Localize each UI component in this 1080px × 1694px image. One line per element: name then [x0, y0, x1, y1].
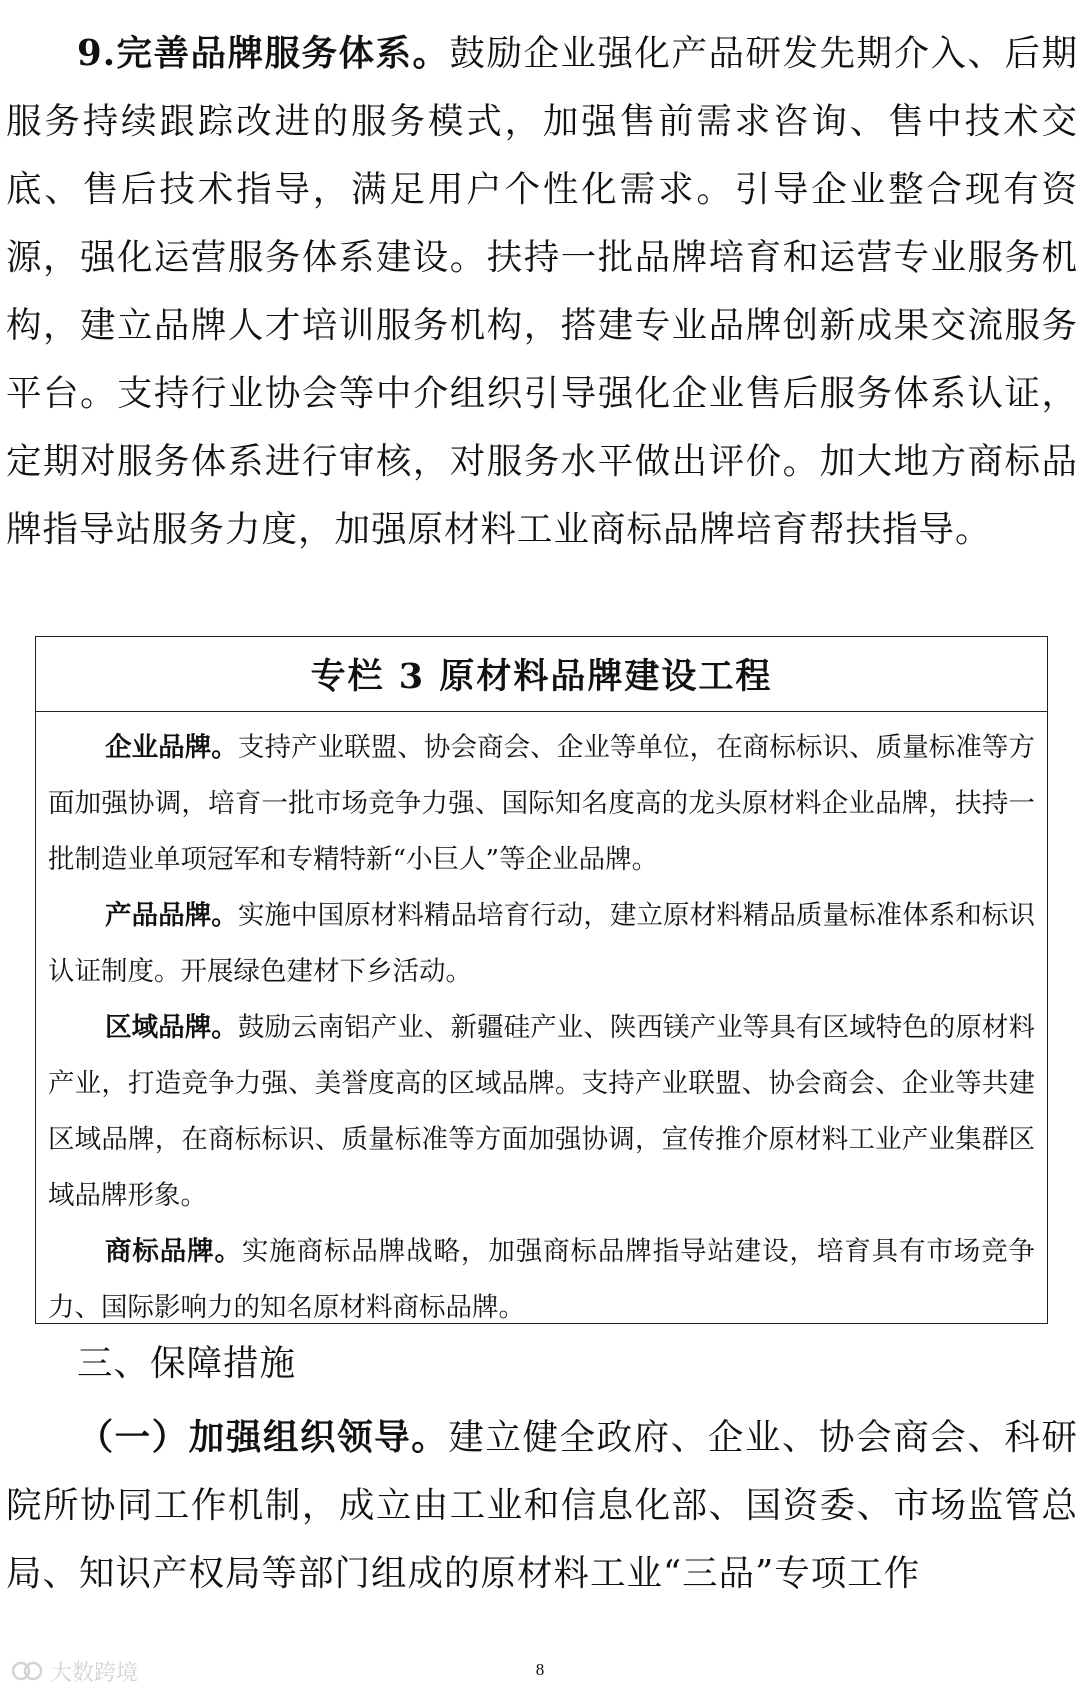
paragraph-organization-leadership [6, 1404, 1078, 1608]
column-box-brand-construction [35, 636, 1048, 1324]
item-head: 商标品牌。 [105, 1236, 242, 1267]
page-number: 8 [535, 1660, 545, 1679]
item-head: 区域品牌。 [105, 1012, 238, 1043]
watermark-logo [10, 1656, 138, 1686]
item-text: 支持产业联盟、协会商会、企业等单位，在商标标识、质量标准等方面加强协调，培育一批市场竞争力强、国际知名度高的龙头原材料企业品牌，扶持一批制造业单项冠军和专精特新“小巨人”等企业品牌。 [48, 732, 1036, 875]
section-heading-safeguards: 三、保障措施 [77, 1343, 297, 1384]
item-text: 实施商标品牌战略，加强商标品牌指导站建设，培育具有市场竞争力、国际影响力的知名原材料商标品牌。 [48, 1236, 1036, 1323]
item-head: 产品品牌。 [105, 900, 238, 931]
paragraph-text: 建立健全政府、企业、协会商会、科研院所协同工作机制，成立由工业和信息化部、国资委、市场监管总局、知识产权局等部门组成的原材料工业“三品”专项工作 [6, 1417, 1078, 1594]
column-item-enterprise-brand [48, 720, 1035, 888]
paragraph-heading: 9.完善品牌服务体系。 [77, 33, 450, 74]
paragraph-heading: （一）加强组织领导。 [77, 1417, 449, 1458]
column-body [36, 712, 1047, 1336]
column-item-trademark-brand [48, 1224, 1035, 1336]
watermark-icon [10, 1660, 44, 1682]
column-item-regional-brand [48, 1000, 1035, 1224]
paragraph-brand-service-system [6, 20, 1078, 564]
paragraph-text: 鼓励企业强化产品研发先期介入、后期服务持续跟踪改进的服务模式，加强售前需求咨询、售中技术交底、售后技术指导，满足用户个性化需求。引导企业整合现有资源，强化运营服务体系建设。扶持一批品牌培育和运营专业服务机构，建立品牌人才培训服务机构，搭建专业品牌创新成果交流服务平台。支持行业协会等中介组织引导强化企业售后服务体系认证，定期对服务体系进行审核，对服务水平做出评价。加大地方商标品牌指导站服务力度，加强原材料工业商标品牌培育帮扶指导。 [6, 33, 1078, 550]
item-text: 实施中国原材料精品培育行动，建立原材料精品质量标准体系和标识认证制度。开展绿色建材下乡活动。 [48, 900, 1036, 987]
watermark-text: 大数跨境 [50, 1660, 139, 1686]
column-title: 专栏 3 原材料品牌建设工程 [36, 637, 1047, 712]
column-item-product-brand [48, 888, 1035, 1000]
item-text: 鼓励云南铝产业、新疆硅产业、陕西镁产业等具有区域特色的原材料产业，打造竞争力强、美誉度高的区域品牌。支持产业联盟、协会商会、企业等共建区域品牌，在商标标识、质量标准等方面加强协调，宣传推介原材料工业产业集群区域品牌形象。 [48, 1012, 1036, 1211]
item-head: 企业品牌。 [105, 732, 238, 763]
